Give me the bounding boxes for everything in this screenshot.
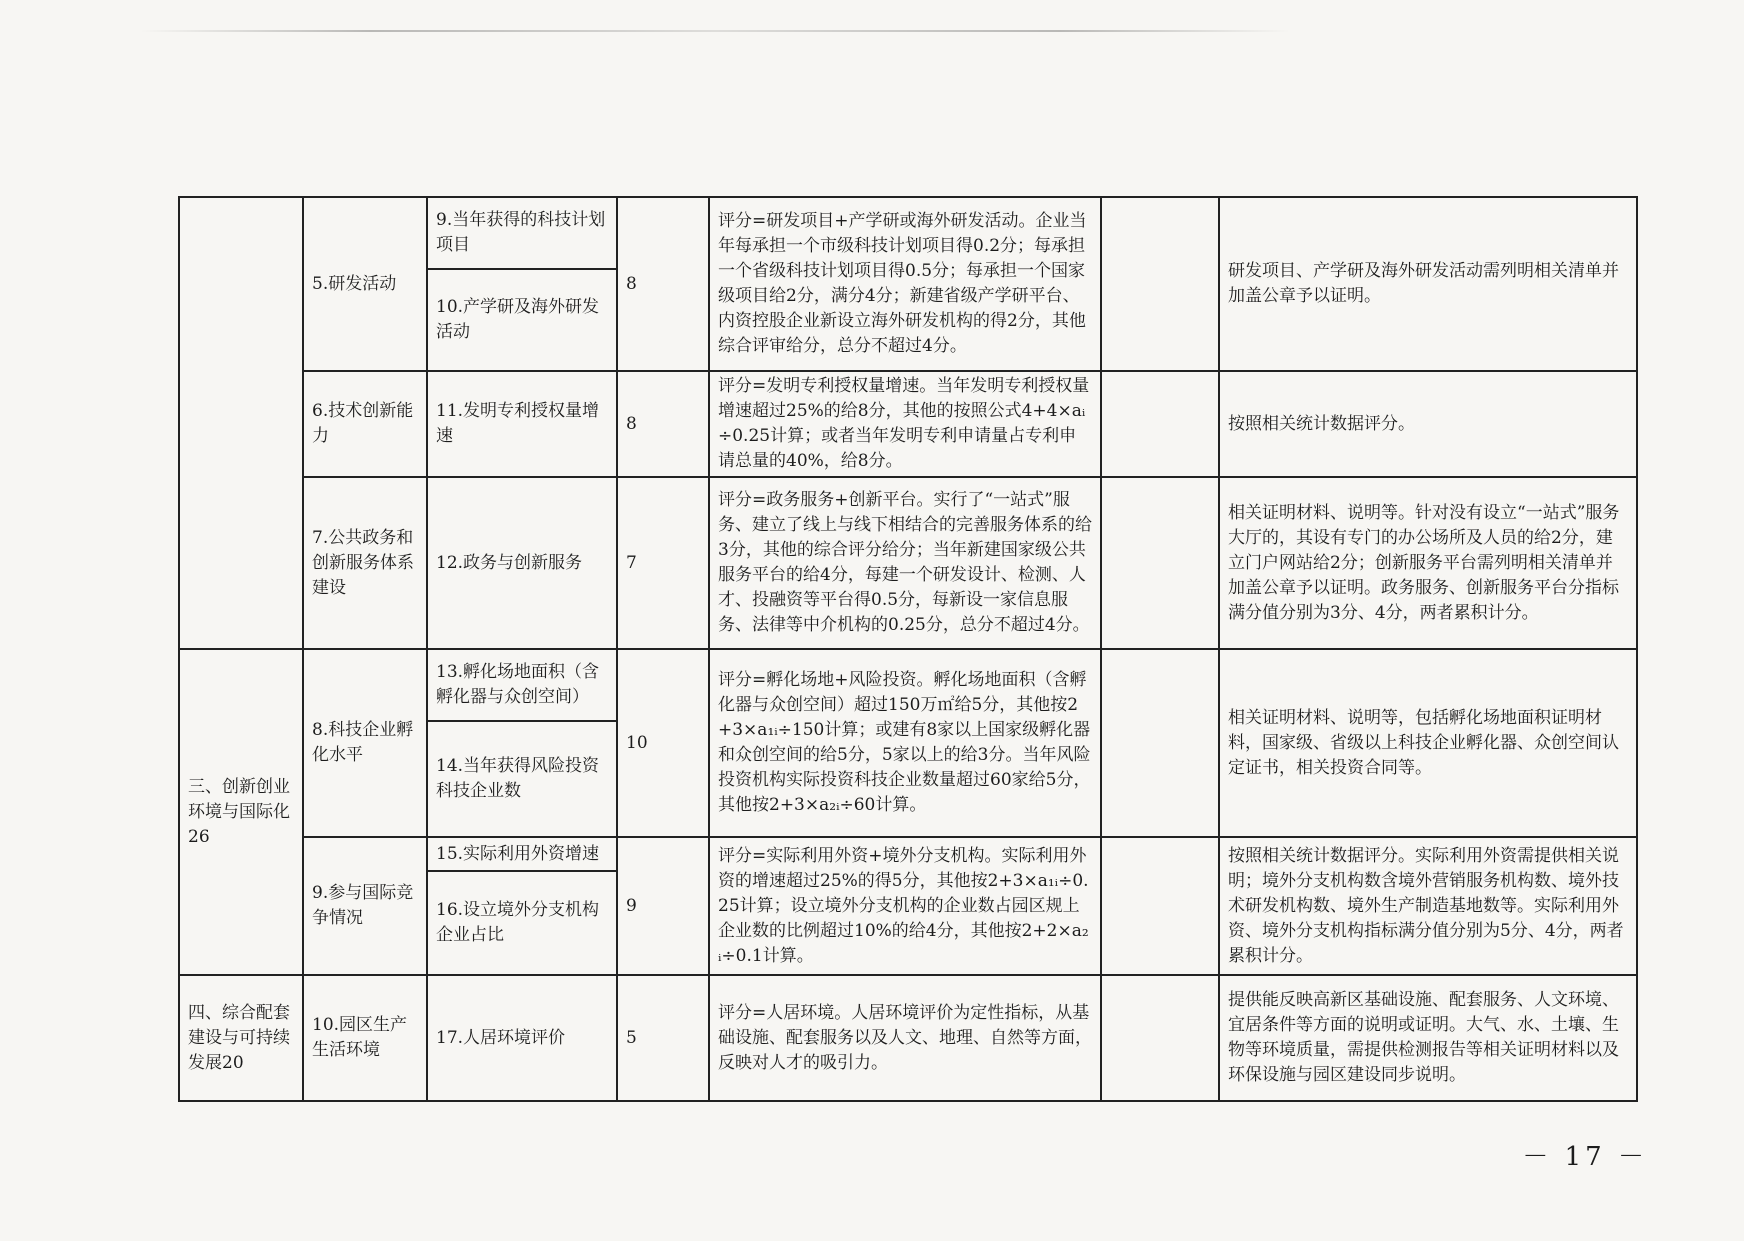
method-cell: 评分=实际利用外资+境外分支机构。实际利用外资的增速超过25%的得5分，其他按2+3×a₁ᵢ÷0.25计算；设立境外分支机构的企业数占园区规上企业数的比例超过10%的给4分，其他按2+2×a₂ᵢ÷0.1计算。: [709, 837, 1101, 975]
score-cell: 10: [617, 649, 709, 837]
sub-indicator-cell: 11.发明专利授权量增速: [427, 371, 617, 477]
method-cell: 评分=孵化场地+风险投资。孵化场地面积（含孵化器与众创空间）超过150万㎡给5分，其他按2+3×a₁ᵢ÷150计算；或建有8家以上国家级孵化器和众创空间的给5分，5家以上的给3分。当年风险投资机构实际投资科技企业数量超过60家给5分，其他按2+3×a₂ᵢ÷60计算。: [709, 649, 1101, 837]
category-cell: 三、创新创业环境与国际化26: [179, 649, 303, 975]
note-cell: 相关证明材料、说明等，包括孵化场地面积证明材料，国家级、省级以上科技企业孵化器、众创空间认定证书，相关投资合同等。: [1219, 649, 1637, 837]
category-cell-continued: [179, 197, 303, 649]
sub-indicator-cell: 17.人居环境评价: [427, 975, 617, 1101]
indicator-cell: 9.参与国际竞争情况: [303, 837, 427, 975]
sub-indicator-cell: 13.孵化场地面积（含孵化器与众创空间）: [427, 649, 617, 721]
sub-indicator-cell: 16.设立境外分支机构企业占比: [427, 871, 617, 975]
score-cell: 7: [617, 477, 709, 649]
blank-cell: [1101, 649, 1219, 837]
category-cell: 四、综合配套建设与可持续发展20: [179, 975, 303, 1101]
note-cell: 按照相关统计数据评分。: [1219, 371, 1637, 477]
method-cell: 评分=政务服务+创新平台。实行了“一站式”服务、建立了线上与线下相结合的完善服务体系的给3分，其他的综合评分给分；当年新建国家级公共服务平台的给4分，每建一个研发设计、检测、人才、投融资等平台得0.5分，每新设一家信息服务、法律等中介机构的0.25分，总分不超过4分。: [709, 477, 1101, 649]
sub-indicator-cell: 15.实际利用外资增速: [427, 837, 617, 871]
table-row: [179, 649, 1637, 721]
page-number: － 17 －: [1522, 1142, 1648, 1172]
blank-cell: [1101, 975, 1219, 1101]
sub-indicator-cell: 9.当年获得的科技计划项目: [427, 197, 617, 269]
sub-indicator-cell: 14.当年获得风险投资科技企业数: [427, 721, 617, 837]
indicator-cell: 7.公共政务和创新服务体系建设: [303, 477, 427, 649]
blank-cell: [1101, 197, 1219, 371]
table-row: [179, 837, 1637, 871]
method-cell: 评分=人居环境。人居环境评价为定性指标，从基础设施、配套服务以及人文、地理、自然等方面，反映对人才的吸引力。: [709, 975, 1101, 1101]
evaluation-table: [178, 196, 1638, 1102]
indicator-cell: 8.科技企业孵化水平: [303, 649, 427, 837]
table-row: [179, 197, 1637, 269]
indicator-cell: 10.园区生产生活环境: [303, 975, 427, 1101]
table-row: [179, 371, 1637, 477]
note-cell: 研发项目、产学研及海外研发活动需列明相关清单并加盖公章予以证明。: [1219, 197, 1637, 371]
note-cell: 提供能反映高新区基础设施、配套服务、人文环境、宜居条件等方面的说明或证明。大气、水、土壤、生物等环境质量，需提供检测报告等相关证明材料以及环保设施与园区建设同步说明。: [1219, 975, 1637, 1101]
indicator-cell: 6.技术创新能力: [303, 371, 427, 477]
table-row: [179, 477, 1637, 649]
score-cell: 5: [617, 975, 709, 1101]
score-cell: 9: [617, 837, 709, 975]
blank-cell: [1101, 477, 1219, 649]
sub-indicator-cell: 12.政务与创新服务: [427, 477, 617, 649]
note-cell: 按照相关统计数据评分。实际利用外资需提供相关说明；境外分支机构数含境外营销服务机构数、境外技术研发机构数、境外生产制造基地数等。实际利用外资、境外分支机构指标满分值分别为5分、4分，两者累积计分。: [1219, 837, 1637, 975]
method-cell: 评分=发明专利授权量增速。当年发明专利授权量增速超过25%的给8分，其他的按照公式4+4×aᵢ÷0.25计算；或者当年发明专利申请量占专利申请总量的40%，给8分。: [709, 371, 1101, 477]
sub-indicator-cell: 10.产学研及海外研发活动: [427, 269, 617, 371]
indicator-cell: 5.研发活动: [303, 197, 427, 371]
blank-cell: [1101, 837, 1219, 975]
score-cell: 8: [617, 197, 709, 371]
score-cell: 8: [617, 371, 709, 477]
method-cell: 评分=研发项目+产学研或海外研发活动。企业当年每承担一个市级科技计划项目得0.2分；每承担一个省级科技计划项目得0.5分；每承担一个国家级项目给2分，满分4分；新建省级产学研平台、内资控股企业新设立海外研发机构的得2分，其他综合评审给分，总分不超过4分。: [709, 197, 1101, 371]
scan-artifact-line: [140, 30, 1290, 32]
blank-cell: [1101, 371, 1219, 477]
note-cell: 相关证明材料、说明等。针对没有设立“一站式”服务大厅的，其设有专门的办公场所及人员的给2分，建立门户网站给2分；创新服务平台需列明相关清单并加盖公章予以证明。政务服务、创新服务平台分指标满分值分别为3分、4分，两者累积计分。: [1219, 477, 1637, 649]
table-row: [179, 975, 1637, 1101]
